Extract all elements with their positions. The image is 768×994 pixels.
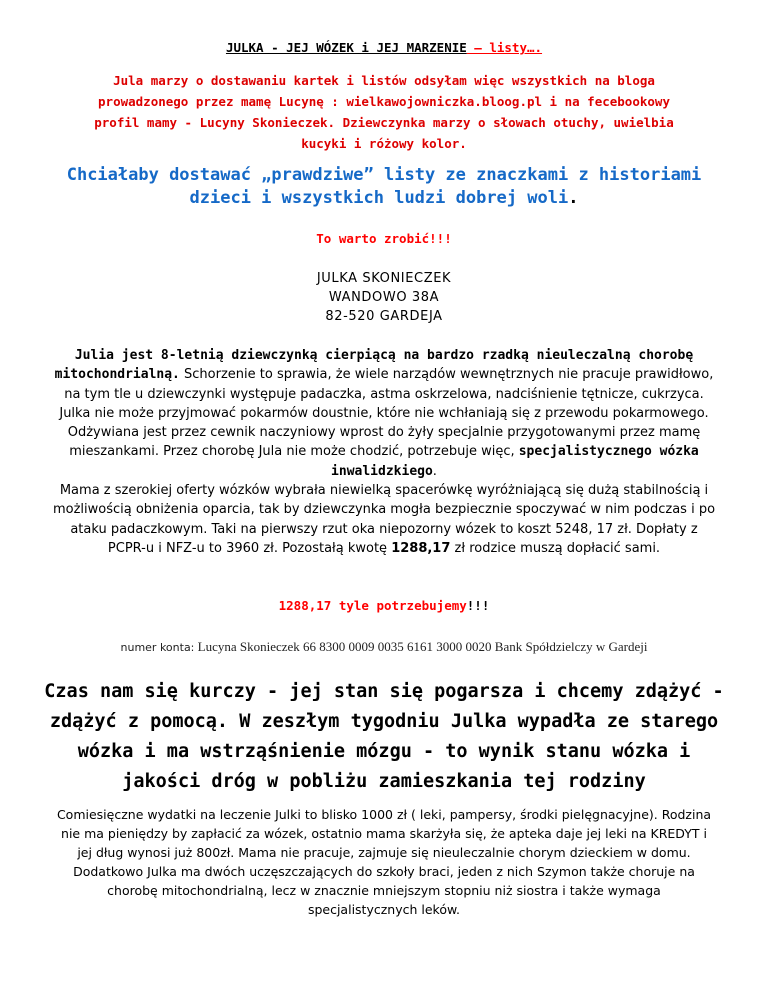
page-title — [0, 40, 768, 55]
address-line-name: JULKA SKONIECZEK — [316, 271, 452, 286]
bank-account — [0, 639, 768, 655]
title-suffix: – listy…. — [466, 40, 543, 55]
diagnosis-bold: Julia jest 8-letnią dziewczynką cierpiącą na bardzo rzadką nieuleczalną chorobę mitochondrialną. — [54, 348, 694, 383]
title-main: JULKA - JEJ WÓZEK i JEJ MARZENIE — [225, 40, 467, 55]
call-to-action: To warto zrobić!!! — [316, 231, 452, 246]
wish-paragraph — [60, 164, 708, 210]
story-text-2: Mama z szerokiej oferty wózków wybrała niewielką spacerówkę wyróżniającą się dużą stabilnością i możliwością obniżenia oparcia, tak by dziewczynka mogła bezpiecznie spoczywać w nim podczas i po ataku padaczkowym. Taki na pierwszy rzut oka niepozorny wózek to koszt 5248, 17 zł. Dopłaty z PCPR-u i NFZ-u to 3960 zł. Pozostałą kwotę — [52, 483, 716, 556]
story-section — [52, 346, 716, 558]
need-exclaim: !!! — [466, 598, 490, 613]
story-text-1: Schorzenie to sprawia, że wiele narządów wewnętrznych nie pracuje prawidłowo, na tym tle u dziewczynki występuje padaczka, astma oskrzelowa, nadciśnienie tętnicze, cukrzyca. Julka nie może przyjmować pokarmów doustnie, które nie wchłaniają się z przewodu pokarmowego. Odżywiana jest przez cewnik naczyniowy wprost do żyły specjalnie przygotowanymi przez mamę mieszankami. Przez chorobę Jula nie może chodzić, potrzebuje więc, — [59, 367, 714, 460]
urgent-heading: Czas nam się kurczy - jej stan się pogarsza i chcemy zdążyć - zdążyć z pomocą. W zeszłym tygodniu Julka wypadła ze starego wózka i ma wstrząśnienie mózgu - to wynik stanu wózka i jakości dróg w pobliżu zamieszkania tej rodziny — [44, 681, 724, 792]
story-text-1-end: . — [432, 463, 437, 479]
story-paragraph-2 — [52, 481, 716, 558]
wish-period: . — [568, 188, 579, 208]
amount-bold: 1288,17 — [391, 540, 451, 556]
address-line-street: WANDOWO 38A — [328, 290, 440, 305]
need-amount — [0, 598, 768, 613]
story-paragraph-1 — [52, 346, 716, 481]
need-amount-text: 1288,17 tyle potrzebujemy — [278, 598, 467, 613]
intro-paragraph: Jula marzy o dostawaniu kartek i listów odsyłam więc wszystkich na bloga prowadzonego przez mamę Lucynę : wielkawojowniczka.bloog.pl i na fecebookowy profil mamy - Lucyny Skonieczek. Dziewczynka marzy o słowach otuchy, uwielbia kucyki i różowy kolor. — [94, 73, 674, 151]
costs-paragraph: Comiesięczne wydatki na leczenie Julki to blisko 1000 zł ( leki, pampersy, środki pielęgnacyjne). Rodzina nie ma pieniędzy by zapłacić za wózek, ostatnio mama skarżyła się, że apteka daje jej leki na KREDYT i jej dług wynosi już 800zł. Mama nie pracuje, zajmuje się nieuleczalnie chorym dzieckiem w domu. Dodatkowo Julka ma dwóch uczęszczających do szkoły braci, jeden z nich Szymon także choruje na chorobę mitochondrialną, lecz w znacznie mniejszym stopniu niż siostra i także wymaga specjalistycznych leków. — [56, 807, 712, 917]
account-label: numer konta: — [120, 641, 195, 654]
wish-text: Chciałaby dostawać „prawdziwe” listy ze znaczkami z historiami dzieci i wszystkich ludzi dobrej woli — [66, 165, 702, 208]
mailing-address — [0, 269, 768, 326]
story-text-2-end: zł rodzice muszą dopłacić sami. — [450, 540, 661, 556]
account-number: Lucyna Skonieczek 66 8300 0009 0035 6161 3000 0020 Bank Spółdzielczy w Gardeji — [194, 639, 648, 654]
wheelchair-bold: specjalistycznego wózka inwalidzkiego — [331, 444, 699, 479]
address-line-postal: 82-520 GARDEJA — [325, 309, 443, 324]
